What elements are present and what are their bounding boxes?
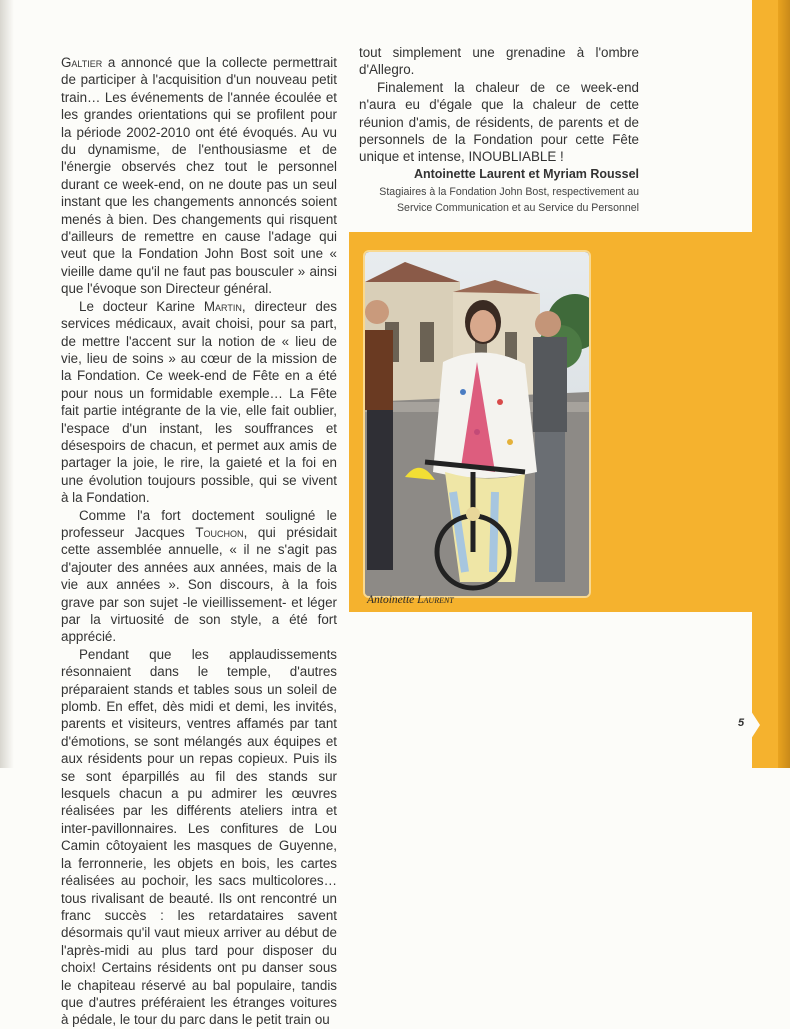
name-galtier: Galtier [61,55,103,70]
left-text-column [61,54,337,1029]
photo [363,250,591,598]
gold-page-edge [778,0,790,768]
white-lower-block [349,612,752,768]
right-paragraph-2: Finalement la chaleur de ce week-end n'aura eu d'égale que la chaleur de cette réunion d'amis, de résidents, de parents et de personnels de la Fondation pour cette Fête unique et intense, INOUBLIABLE ! [359,79,639,165]
photo-illustration [365,252,589,596]
right-text-column [359,44,639,216]
page-number: 5 [738,717,745,729]
signature-role: Stagiaires à la Fondation John Bost, respectivement au Service Communication et au Service du Personnel [379,186,639,214]
left-paragraph-2: Le docteur Karine Martin, directeur des services médicaux, avait choisi, pour sa part, de mettre l'accent sur la notion de « lieu de vie, lieu de soins » au cœur de la mission de la Fondation. Ce week-end de Fête en a été pour nous un formidable exemple… La Fête fait partie intégrante de la vie, elle fait oublier, l'espace d'un instant, les souffrances et désespoirs de chacun, et permet aux amis de partager la joie, le rire, la gaieté et la foi en une évolution toujours possible, qui se vivent à la Fondation. [61,298,337,506]
name-touchon: Touchon [195,524,244,540]
left-paragraph-1: Galtier a annoncé que la collecte permettrait de participer à l'acquisition d'un nouveau petit train… Les événements de l'année écoulée et les grandes orientations qui se profilent pour la période 2002-2010 ont été évoqués. Au vu du dynamisme, de l'enthousiasme et de l'énergie observés chez tout le personnel durant ce week-end, on ne doute pas un seul instant que les changements annoncés soient menés à bien. Des changements qui risquent d'ailleurs de remettre en cause l'adage qui veut que la Fondation John Bost soit une « vieille dame qu'il ne faut pas bousculer » ainsi que l'évoque son Directeur général. [61,55,337,297]
left-paragraph-4: Pendant que les applaudissements résonnaient dans le temple, d'autres préparaient stands et tables sous un soleil de plomb. En effet, dès midi et demi, les invités, parents et visiteurs, ventres affamés par tant d'émotions, se sont mélangés aux équipes et aux résidents pour un repas copieux. Puis ils se sont éparpillés au fil des stands sur lesquels chacun a pu admirer les œuvres réalisées par les différents ateliers intra et inter-pavillonnaires. Les confitures de Lou Camin côtoyaient les masques de Guyenne, la ferronnerie, les objets en bois, les cartes réalisées au pochoir, les sacs multicolores… tous rivalisant de beauté. Ils ont rencontré un franc succès : les retardataires savent désormais qu'il vaut mieux arriver au début de l'après-midi au plus tard pour disposer du choix! Certains résidents ont pu danser sous le chapiteau réservé au bal populaire, tandis que d'autres préféraient les étranges voitures à pédale, le tour du parc dans le petit train ou [61,646,337,1028]
gutter-shadow [0,0,14,768]
signature-names: Antoinette Laurent et Myriam Roussel [413,166,639,181]
right-paragraph-1: tout simplement une grenadine à l'ombre d'Allegro. [359,45,639,78]
left-paragraph-3: Comme l'a fort doctement souligné le professeur Jacques Touchon, qui présidait cette assemblée annuelle, « il ne s'agit pas d'ajouter des années aux années, mais de la vie aux années ». Son discours, à la fois grave par son sujet -le vieillissement- et léger par la virtuosité de son style, a été fort apprécié. [61,507,337,645]
name-martin: Martin [203,298,242,314]
photo-caption: Antoinette Laurent [367,594,454,606]
